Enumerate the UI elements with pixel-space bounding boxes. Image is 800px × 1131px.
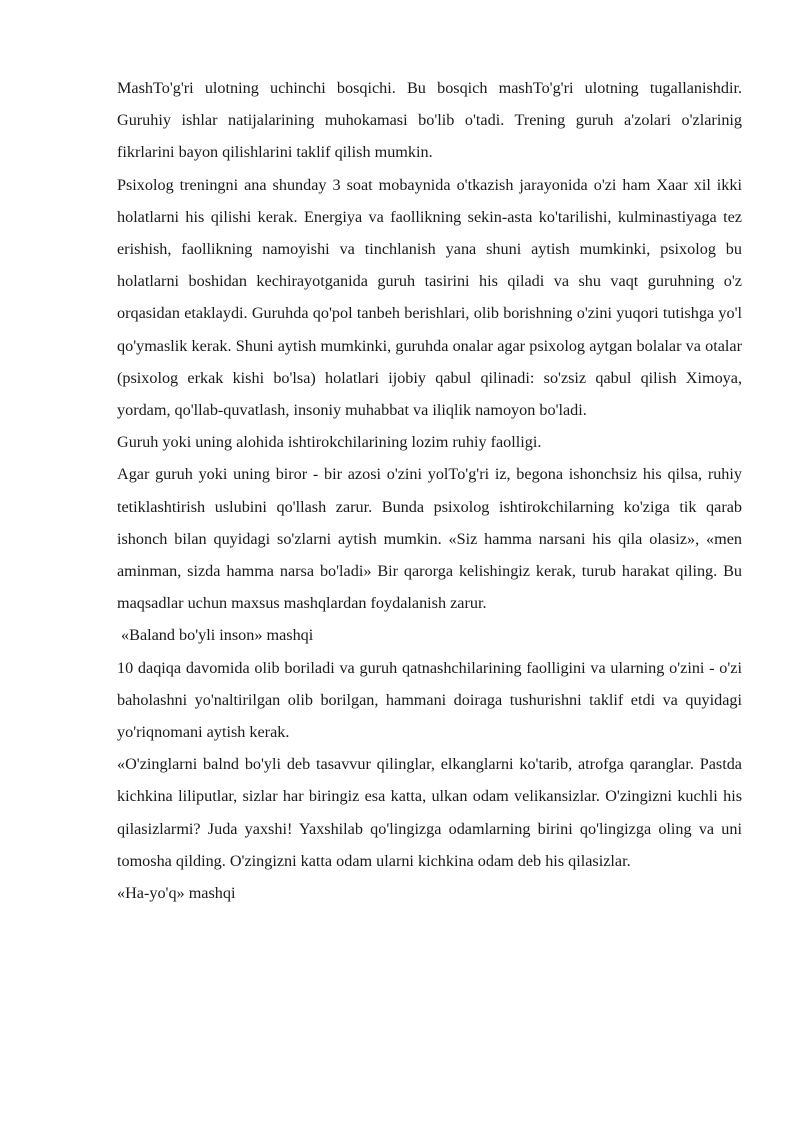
document-page	[117, 72, 742, 909]
exercise-title-yes-no: «Ha-yo'q» mashqi	[117, 884, 236, 903]
paragraph-psychological-activation: Agar guruh yoki uning biror - bir azosi o'zini yolTo'g'ri iz, begona ishonchsiz his qilsa, ruhiy tetiklashtirish uslubini qo'llash zarur. Bunda psixolog ishtirokchilarning ko'ziga tik qarab ishonch bilan quyidagi so'zlarni aytish mumkin. «Siz hamma narsani his qila olasiz», «men aminman, sizda hamma narsa bo'ladi» Bir qarorga kelishingiz kerak, turub harakat qiling. Bu maqsadlar uchun maxsus mashqlardan foydalanish zarur.	[117, 465, 742, 613]
paragraph-psychologist-states: Psixolog treningni ana shunday 3 soat mobaynida o'tkazish jarayonida o'zi ham Xaar xil ikki holatlarni his qilishi kerak. Energiya va faollikning sekin-asta ko'tarilishi, kulminastiyaga tez erishish, faollikning namoyishi va tinchlanish yana shuni aytish mumkinki, psixolog bu holatlarni boshidan kechirayotganida guruh tasirini his qiladi va shu vaqt guruhning o'z orqasidan etaklaydi. Guruhda qo'pol tanbeh berishlari, olib borishning o'zini yuqori tutishga yo'l qo'ymaslik kerak. Shuni aytish mumkinki, guruhda onalar agar psixolog aytgan bolalar va otalar (psixolog erkak kishi bo'lsa) holatlari ijobiy qabul qilinadi: so'zsiz qabul qilish Ximoya, yordam, qo'llab-quvatlash, insoniy muhabbat va iliqlik namoyon bo'ladi.	[117, 175, 742, 420]
paragraph-stage-three: MashTo'g'ri ulotning uchinchi bosqichi. Bu bosqich mashTo'g'ri ulotning tugallanishdir. Guruhiy ishlar natijalarining muhokamasi bo'lib o'tadi. Trening guruh a'zolari o'zlarinig fikrlarini bayon qilishlarini taklif qilish mumkin.	[117, 79, 742, 162]
paragraph-exercise-description: 10 daqiqa davomida olib boriladi va guruh qatnashchilarining faolligini va ularning o'zini - o'zi baholashni yo'naltirilgan olib borilgan, hammani doiraga tushurishni taklif etdi va quyidagi yo'riqnomani aytish kerak.	[117, 658, 742, 742]
exercise-title-tall-person: «Baland bo'yli inson» mashqi	[117, 626, 314, 645]
paragraph-exercise-instruction: «O'zinglarni balnd bo'yli deb tasavvur qilinglar, elkanglarni ko'tarib, atrofga qaranglar. Pastda kichkina liliputlar, sizlar har biringiz esa katta, ulkan odam velikansizlar. O'zingizni kuchli his qilasizlarmi? Juda yaxshi! Yaxshilab qo'lingizga odamlarning birini qo'lingizga oling va uni tomosha qilding. O'zingizni katta odam ularni kichkina odam deb his qilasizlar.	[117, 755, 742, 870]
paragraph-group-activity-heading: Guruh yoki uning alohida ishtirokchilarining lozim ruhiy faolligi.	[117, 433, 542, 452]
